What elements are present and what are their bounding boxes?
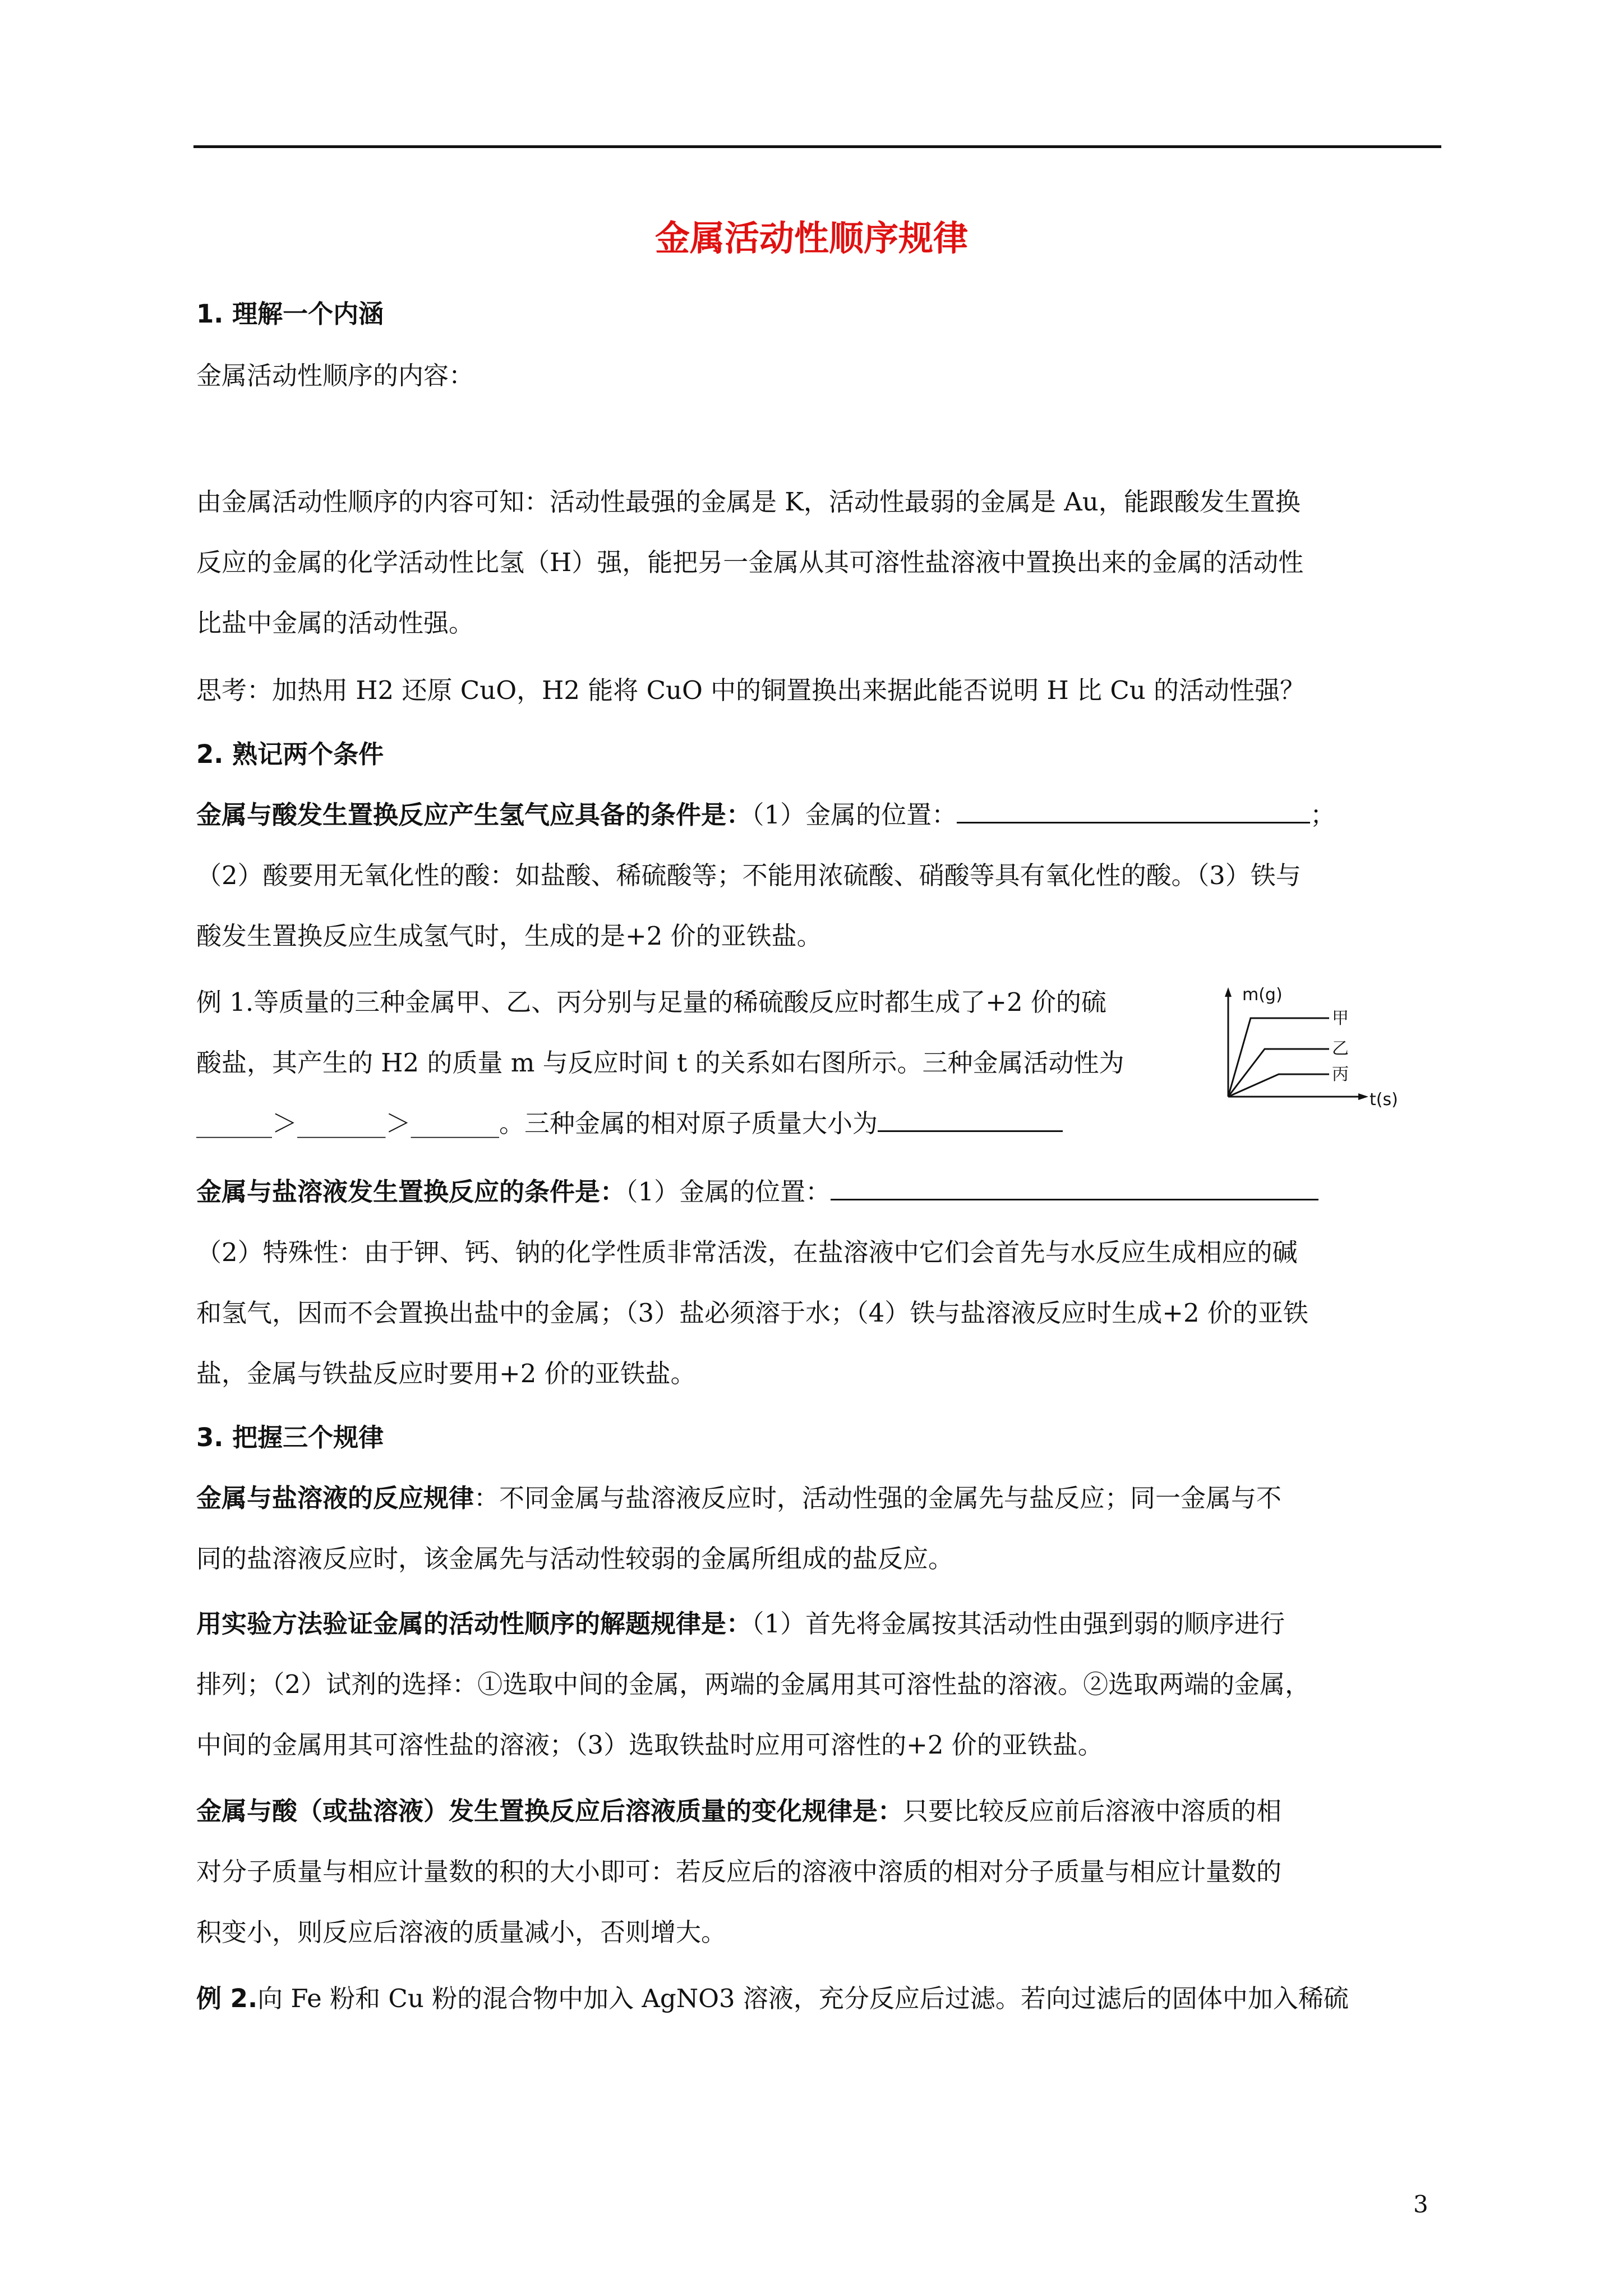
header-rule bbox=[193, 145, 1441, 148]
series-label-jia: 甲 bbox=[1332, 1009, 1349, 1028]
think-question: 思考：加热用 H2 还原 CuO，H2 能将 CuO 中的铜置换出来据此能否说明 H 比 Cu 的活动性强？ bbox=[196, 675, 1306, 705]
greater-than-sign: ＞ bbox=[272, 1108, 298, 1138]
example-2-text: 向 Fe 粉和 Cu 粉的混合物中加入 AgNO3 溶液，充分反应后过滤。若向过滤后的固体中加入稀硫 bbox=[257, 1984, 1349, 2013]
answer-blank[interactable]: _______ bbox=[297, 1108, 386, 1138]
paragraph-line: 比盐中金属的活动性强。 bbox=[196, 608, 474, 638]
rule-2-text: （1）首先将金属按其活动性由强到弱的顺序进行 bbox=[751, 1609, 1285, 1639]
greater-than-sign: ＞ bbox=[385, 1108, 411, 1138]
rule-2-label: 用实验方法验证金属的活动性顺序的解题规律是： bbox=[196, 1609, 752, 1639]
rule-3-line bbox=[196, 1792, 1281, 1831]
paragraph-line: 排列；（2）试剂的选择：①选取中间的金属，两端的金属用其可溶性盐的溶液。②选取两端的金属， bbox=[196, 1669, 1311, 1699]
answer-blank[interactable]: _______ bbox=[411, 1108, 500, 1138]
example-1-line: 酸盐，其产生的 H2 的质量 m 与反应时间 t 的关系如右图所示。三种金属活动性为 bbox=[196, 1048, 1124, 1078]
rule-1-line bbox=[196, 1479, 1281, 1518]
example-2-line bbox=[196, 1979, 1349, 2018]
paragraph-line: 由金属活动性顺序的内容可知：活动性最强的金属是 K，活动性最弱的金属是 Au，能跟酸发生置换 bbox=[196, 487, 1301, 517]
answer-blank[interactable] bbox=[878, 1105, 1063, 1132]
rule-2-line bbox=[196, 1604, 1285, 1644]
rule-3-text: 只要比较反应前后溶液中溶质的相 bbox=[903, 1796, 1282, 1826]
x-axis-arrow-icon bbox=[1358, 1093, 1368, 1100]
answer-blank[interactable]: ______ bbox=[196, 1108, 272, 1138]
y-axis-arrow-icon bbox=[1225, 987, 1232, 997]
paragraph-line: 酸发生置换反应生成氢气时，生成的是+2 价的亚铁盐。 bbox=[196, 921, 822, 951]
section-2-heading: 2. 熟记两个条件 bbox=[196, 739, 384, 769]
punctuation: ； bbox=[1310, 800, 1336, 830]
example-2-label: 例 2. bbox=[196, 1984, 258, 2013]
paragraph-line: （2）特殊性：由于钾、钙、钠的化学性质非常活泼，在盐溶液中它们会首先与水反应生成相应的碱 bbox=[196, 1237, 1298, 1267]
salt-condition-text: （1）金属的位置： bbox=[625, 1177, 831, 1207]
salt-condition-line bbox=[196, 1172, 1318, 1212]
acid-condition-text: （1）金属的位置： bbox=[751, 800, 957, 830]
rule-3-label: 金属与酸（或盐溶液）发生置换反应后溶液质量的变化规律是： bbox=[196, 1796, 903, 1826]
mass-time-graph bbox=[1217, 984, 1402, 1108]
acid-condition-line bbox=[196, 795, 1335, 835]
answer-blank[interactable] bbox=[957, 796, 1310, 823]
series-line-jia bbox=[1228, 1018, 1329, 1097]
paragraph-line: 和氢气，因而不会置换出盐中的金属；（3）盐必须溶于水；（4）铁与盐溶液反应时生成+2 价的亚铁 bbox=[196, 1298, 1308, 1328]
page-title: 金属活动性顺序规律 bbox=[654, 218, 968, 259]
salt-condition-label: 金属与盐溶液发生置换反应的条件是： bbox=[196, 1177, 626, 1207]
rule-1-label: 金属与盐溶液的反应规律 bbox=[196, 1483, 474, 1513]
series-label-bing: 丙 bbox=[1332, 1065, 1349, 1084]
section-3-heading: 3. 把握三个规律 bbox=[196, 1423, 384, 1452]
page-number: 3 bbox=[1413, 2191, 1428, 2218]
series-label-yi: 乙 bbox=[1332, 1039, 1349, 1059]
section-1-heading: 1. 理解一个内涵 bbox=[196, 299, 384, 329]
x-axis-label: t(s) bbox=[1370, 1090, 1398, 1108]
paragraph-line: 对分子质量与相应计量数的积的大小即可：若反应后的溶液中溶质的相对分子质量与相应计量数的 bbox=[196, 1857, 1282, 1887]
example-1-line: 例 1.等质量的三种金属甲、乙、丙分别与足量的稀硫酸反应时都生成了+2 价的硫 bbox=[196, 987, 1106, 1017]
acid-condition-label: 金属与酸发生置换反应产生氢气应具备的条件是： bbox=[196, 800, 752, 830]
example-1-text: 。三种金属的相对原子质量大小为 bbox=[499, 1108, 878, 1138]
rule-1-text: ：不同金属与盐溶液反应时，活动性强的金属先与盐反应；同一金属与不 bbox=[474, 1483, 1282, 1513]
y-axis-label: m(g) bbox=[1242, 985, 1283, 1005]
paragraph-line: 同的盐溶液反应时，该金属先与活动性较弱的金属所组成的盐反应。 bbox=[196, 1544, 954, 1573]
paragraph-line: 反应的金属的化学活动性比氢（H）强，能把另一金属从其可溶性盐溶液中置换出来的金属的活动性 bbox=[196, 547, 1304, 577]
paragraph-line: 中间的金属用其可溶性盐的溶液；（3）选取铁盐时应用可溶性的+2 价的亚铁盐。 bbox=[196, 1730, 1103, 1760]
paragraph-line: 盐，金属与铁盐反应时要用+2 价的亚铁盐。 bbox=[196, 1359, 696, 1388]
answer-blank[interactable] bbox=[831, 1173, 1318, 1200]
section-1-line: 金属活动性顺序的内容： bbox=[196, 361, 474, 390]
paragraph-line: （2）酸要用无氧化性的酸：如盐酸、稀硫酸等；不能用浓硫酸、硝酸等具有氧化性的酸。（3）铁与 bbox=[196, 861, 1301, 890]
example-1-blanks bbox=[196, 1104, 1063, 1143]
paragraph-line: 积变小，则反应后溶液的质量减小，否则增大。 bbox=[196, 1917, 727, 1947]
